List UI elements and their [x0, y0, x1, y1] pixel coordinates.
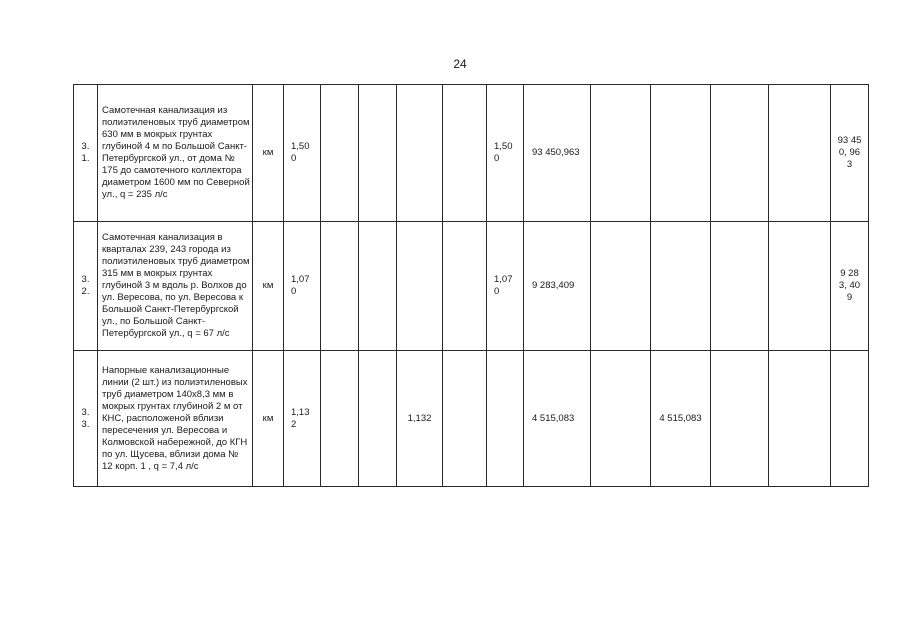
row-number-cell: 3. 1. [74, 85, 98, 222]
sum-cell: 93 450,963 [524, 85, 591, 222]
page-number: 24 [453, 57, 467, 71]
value-cell [397, 222, 443, 351]
value-cell [443, 351, 487, 487]
length-cell: 1,070 [487, 222, 524, 351]
unit-cell: км [253, 351, 284, 487]
sum-cell: 4 515,083 [524, 351, 591, 487]
table-row [74, 222, 869, 351]
value-cell [321, 85, 359, 222]
value-cell [769, 85, 831, 222]
row-number-cell: 3. 3. [74, 351, 98, 487]
value-cell [397, 85, 443, 222]
table-row [74, 351, 869, 487]
unit-cell: км [253, 222, 284, 351]
value-cell [711, 351, 769, 487]
value-cell [443, 222, 487, 351]
value-cell [321, 351, 359, 487]
unit-cell: км [253, 85, 284, 222]
value-cell: 4 515,083 [651, 351, 711, 487]
description-cell: Самотечная канализация из полиэтиленовых труб диаметром 630 мм в мокрых грунтах глубиной 4 м по Большой Санкт-Петербургской ул., от дома № 175 до самотечного коллектора диаметром 1600 мм по Северной ул., q = 235 л/с [98, 85, 253, 222]
value-cell [443, 85, 487, 222]
description-cell: Напорные канализационные линии (2 шт.) из полиэтиленовых труб диаметром 140х8,3 мм в мокрых грунтах глубиной 2 м от КНС, расположеной вблизи пересечения ул. Вересова и Колмовской набережной, до КГН по ул. Щусева, вблизи дома № 12 корп. 1 , q = 7,4 л/с [98, 351, 253, 487]
length-cell: 1,500 [284, 85, 321, 222]
value-cell [321, 222, 359, 351]
value-cell [651, 222, 711, 351]
table-row [74, 85, 869, 222]
length-cell [487, 351, 524, 487]
total-cell: 93 450, 963 [831, 85, 869, 222]
value-cell [591, 85, 651, 222]
length-cell: 1,500 [487, 85, 524, 222]
total-cell [831, 351, 869, 487]
value-cell [711, 222, 769, 351]
value-cell [769, 222, 831, 351]
row-number-cell: 3. 2. [74, 222, 98, 351]
value-cell [591, 351, 651, 487]
value-cell [769, 351, 831, 487]
value-cell [359, 351, 397, 487]
total-cell: 9 283, 409 [831, 222, 869, 351]
length-cell: 1,132 [284, 351, 321, 487]
sum-cell: 9 283,409 [524, 222, 591, 351]
estimate-table [73, 84, 869, 487]
value-cell [359, 222, 397, 351]
description-cell: Самотечная канализация в кварталах 239, 243 города из полиэтиленовых труб диаметром 315 мм в мокрых грунтах глубиной 3 м вдоль р. Волхов до ул. Вересова, по ул. Вересова к Большой Санкт-Петербургской ул., по Большой Санкт-Петербургской ул., q = 67 л/с [98, 222, 253, 351]
value-cell [359, 85, 397, 222]
length-cell: 1,070 [284, 222, 321, 351]
value-cell: 1,132 [397, 351, 443, 487]
value-cell [651, 85, 711, 222]
value-cell [591, 222, 651, 351]
value-cell [711, 85, 769, 222]
